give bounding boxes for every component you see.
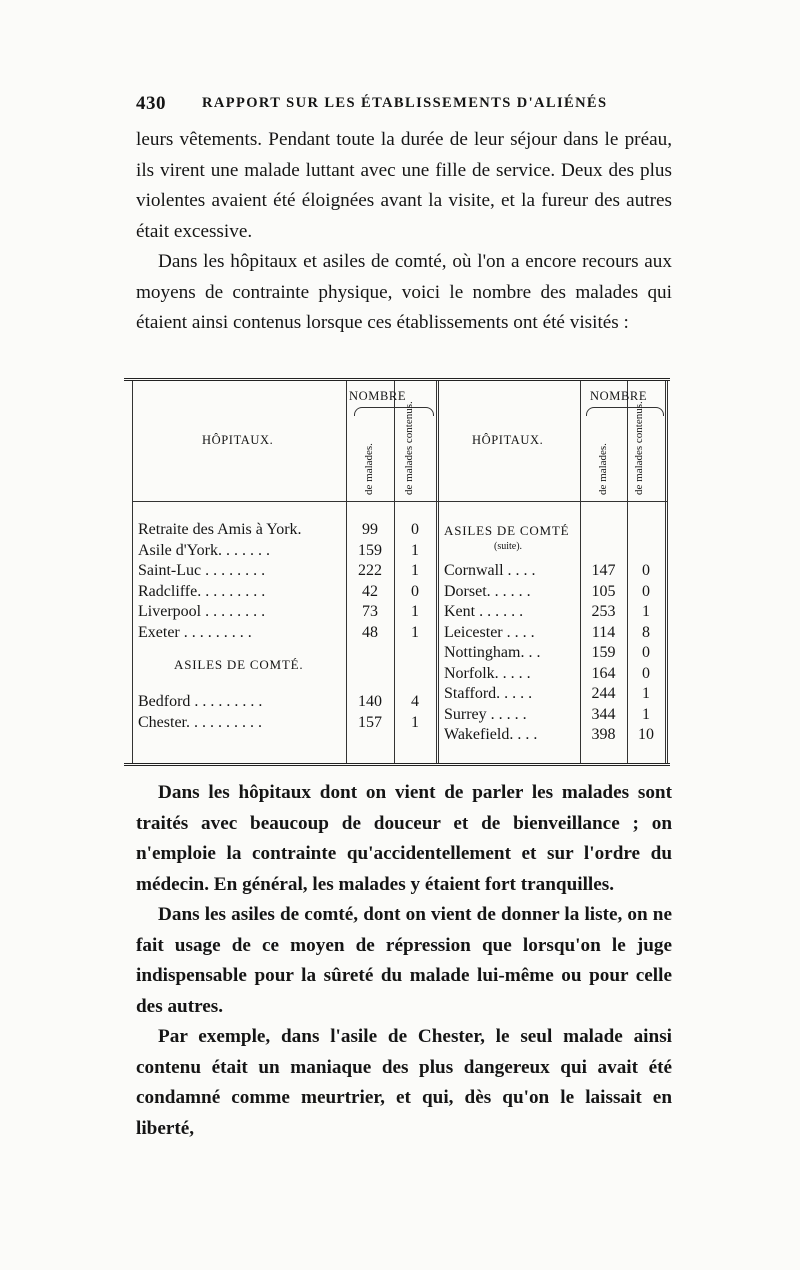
header-nombre-right: NOMBRE <box>590 389 648 403</box>
table-row <box>124 663 670 685</box>
paragraph-asylums: Dans les asiles de comté, dont on vient de donner la liste, on ne fait usage de ce moyen de répression que lorsqu'on le juge indispensable pour la sûreté du malade lui-même ou pour celle des autres. <box>136 904 672 1017</box>
table-row <box>124 560 670 582</box>
table-row <box>124 724 670 746</box>
hospital-name: Chester. . . . . . . . . . <box>138 713 262 731</box>
paragraph-hospitals: Dans les hôpitaux dont on vient de parler les malades sont traités avec beaucoup de douceur et de bienveillance ; on n'emploie la contrainte qu'accidentellement et sur l'ordre du médecin. En général, les malades y étaient fort tranquilles. <box>136 782 672 895</box>
table-row <box>124 622 670 644</box>
malades-count: 48 <box>362 623 378 641</box>
hospital-name: Retraite des Amis à York. <box>138 521 302 538</box>
contenus-count: 10 <box>638 726 654 743</box>
contenus-count: 0 <box>411 582 419 600</box>
header-hospitals-right: HÔPITAUX. <box>472 433 544 447</box>
malades-count: 222 <box>358 562 382 579</box>
right-section-suite: (suite). <box>494 541 523 552</box>
header-malades-right: de malades. <box>597 443 609 495</box>
contenus-count: 1 <box>411 623 419 641</box>
malades-count: 42 <box>362 582 378 600</box>
malades-count: 105 <box>591 582 616 600</box>
table-row <box>124 540 670 562</box>
left-section-heading: ASILES DE COMTÉ. <box>174 657 304 672</box>
header-nombre-left: NOMBRE <box>349 389 407 403</box>
contenus-count: 1 <box>411 562 419 579</box>
hospital-name: Radcliffe. . . . . . . . . <box>138 582 266 600</box>
table-row <box>124 581 670 603</box>
malades-count: 159 <box>591 644 616 661</box>
contenus-count: 4 <box>411 693 419 710</box>
running-title: RAPPORT SUR LES ÉTABLISSEMENTS D'ALIÉNÉS <box>202 95 608 111</box>
malades-count: 253 <box>591 603 616 620</box>
contenus-count: 1 <box>642 705 650 723</box>
malades-count: 159 <box>358 541 382 559</box>
hospital-name: Dorset. . . . . . <box>444 582 531 600</box>
table-row <box>124 642 670 664</box>
paragraph-intro-table: Dans les hôpitaux et asiles de comté, où l'on a encore recours aux moyens de contrainte physique, voici le nombre des malades qui étaient ainsi contenus lorsque ces établissements ont été visités : <box>136 251 672 333</box>
hospital-name: Surrey . . . . . <box>444 705 527 723</box>
bottom-text <box>136 778 672 1144</box>
malades-count: 244 <box>591 685 616 702</box>
brace-left <box>354 407 434 416</box>
contenus-count: 8 <box>642 623 650 641</box>
header-contenus-left: de malades contenus. <box>403 401 415 495</box>
hospital-name: Bedford . . . . . . . . . <box>138 693 263 710</box>
malades-count: 157 <box>358 713 382 731</box>
hospital-name: Wakefield. . . . <box>444 726 538 743</box>
header-malades-left: de malades. <box>363 443 375 495</box>
brace-right <box>586 407 664 416</box>
malades-count: 140 <box>358 693 382 710</box>
hospital-name: Stafford. . . . . <box>444 685 533 702</box>
table-row <box>124 601 670 623</box>
table-row <box>124 704 670 726</box>
page-number: 430 <box>136 93 166 114</box>
contenus-count: 1 <box>411 541 419 559</box>
table-row <box>124 519 670 541</box>
table-header-rule <box>132 501 668 502</box>
table-row <box>124 683 670 705</box>
contenus-count: 1 <box>411 713 419 731</box>
contenus-count: 0 <box>642 664 650 682</box>
contenus-count: 0 <box>411 521 419 538</box>
hospital-name: Cornwall . . . . <box>444 562 536 579</box>
hospital-name: Liverpool . . . . . . . . <box>138 603 266 620</box>
hospital-name: Nottingham. . . <box>444 644 541 661</box>
malades-count: 147 <box>591 562 616 579</box>
malades-count: 398 <box>591 726 616 743</box>
malades-count: 114 <box>591 623 616 641</box>
malades-count: 99 <box>362 521 378 538</box>
header-contenus-right: de malades contenus. <box>633 401 645 495</box>
contenus-count: 0 <box>642 582 650 600</box>
contenus-count: 0 <box>642 644 650 661</box>
hospital-name: Norfolk. . . . . <box>444 664 531 682</box>
right-section-heading: ASILES DE COMTÉ <box>444 523 570 538</box>
hospital-name: Exeter . . . . . . . . . <box>138 623 252 641</box>
contenus-count: 1 <box>411 603 419 620</box>
paragraph-chester: Par exemple, dans l'asile de Chester, le seul malade ainsi contenu était un maniaque des plus dangereux qui avait été condamné comme meurtrier, et qui, dès qu'on le laissait en liberté, <box>136 1026 672 1139</box>
hospital-name: Saint-Luc . . . . . . . . <box>138 562 266 579</box>
malades-count: 164 <box>591 664 616 682</box>
hospital-name: Kent . . . . . . <box>444 603 524 620</box>
hospital-name: Asile d'York. . . . . . . <box>138 541 270 559</box>
paragraph-continued: leurs vêtements. Pendant toute la durée de leur séjour dans le préau, ils virent une malade luttant avec une fille de service. Deux des plus violentes avaient été éloignées avant la visite, et la fureur des autres était excessive. <box>136 129 672 242</box>
header-hospitals-left: HÔPITAUX. <box>202 433 274 447</box>
page-header <box>136 93 676 119</box>
top-text <box>136 125 672 339</box>
malades-count: 344 <box>591 705 616 723</box>
restraint-table <box>124 378 670 766</box>
contenus-count: 1 <box>642 603 650 620</box>
contenus-count: 0 <box>642 562 650 579</box>
hospital-name: Leicester . . . . <box>444 623 535 641</box>
malades-count: 73 <box>362 603 378 620</box>
contenus-count: 1 <box>642 685 650 702</box>
